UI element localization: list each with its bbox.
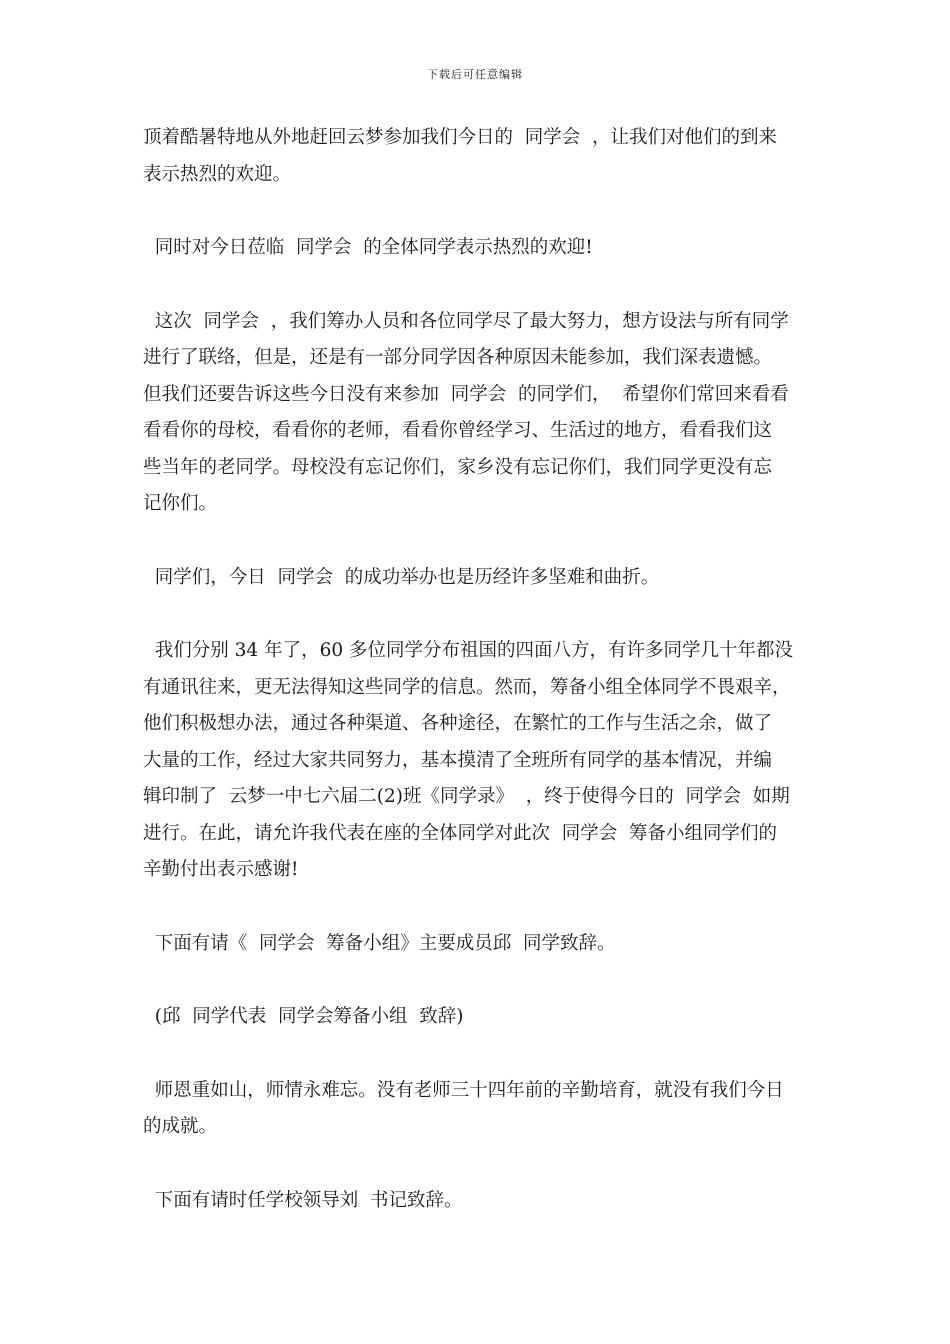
text-line: 看看你的母校，看看你的老师，看看你曾经学习、生活过的地方，看看我们这 — [143, 420, 773, 441]
text-line: 辛勤付出表示感谢! — [143, 859, 299, 880]
paragraph — [143, 1073, 823, 1146]
paragraph — [143, 304, 823, 523]
paragraph — [143, 633, 823, 889]
text-line: 进行。在此，请允许我代表在座的全体同学对此次 同学会 筹备小组同学们的 — [143, 822, 778, 844]
text-line: 顶着酷暑特地从外地赶回云梦参加我们今日的 同学会 ，让我们对他们的到来 — [143, 127, 778, 148]
text-line: 表示热烈的欢迎。 — [143, 163, 292, 185]
text-line: 同时对今日莅临 同学会 的全体同学表示热烈的欢迎! — [143, 237, 593, 258]
text-line: 同学们，今日 同学会 的成功举办也是历经许多坚难和曲折。 — [143, 566, 660, 588]
paragraph — [143, 926, 823, 963]
paragraph — [143, 230, 823, 267]
text-line: 大量的工作，经过大家共同努力，基本摸清了全班所有同学的基本情况，并编 — [143, 749, 773, 771]
paragraph — [143, 560, 823, 597]
paragraph — [143, 120, 823, 193]
paragraph — [143, 1183, 823, 1220]
text-line: 记你们。 — [143, 493, 218, 514]
text-line: (邱 同学代表 同学会筹备小组 致辞) — [143, 1006, 464, 1027]
text-line: 些当年的老同学。母校没有忘记你们，家乡没有忘记你们，我们同学更没有忘 — [143, 456, 773, 478]
text-line: 有通讯往来，更无法得知这些同学的信息。然而，筹备小组全体同学不畏艰辛， — [143, 676, 791, 698]
text-line: 下面有请时任学校领导刘 书记致辞。 — [143, 1189, 463, 1211]
page-header: 下载后可任意编辑 — [427, 68, 523, 81]
text-line: 他们积极想办法，通过各种渠道、各种途径，在繁忙的工作与生活之余，做了 — [143, 713, 773, 734]
text-line: 这次 同学会 ，我们筹办人员和各位同学尽了最大努力，想方设法与所有同学 — [143, 310, 789, 332]
text-line: 但我们还要告诉这些今日没有来参加 同学会 的同学们， 希望你们常回来看看 — [143, 383, 789, 405]
text-line: 下面有请《 同学会 筹备小组》主要成员邱 同学致辞。 — [143, 932, 616, 954]
text-line: 辑印制了 云梦一中七六届二(2)班《同学录》 ，终于使得今日的 同学会 如期 — [143, 786, 790, 807]
text-line: 师恩重如山，师情永难忘。没有老师三十四年前的辛勤培育，就没有我们今日 — [143, 1079, 784, 1101]
text-line: 的成就。 — [143, 1116, 218, 1137]
text-line: 进行了联络，但是，还是有一部分同学因各种原因未能参加，我们深表遗憾。 — [143, 347, 773, 368]
paragraph — [143, 999, 823, 1036]
document-body — [143, 120, 823, 1256]
text-line: 我们分别 34 年了，60 多位同学分布祖国的四面八方，有许多同学几十年都没 — [143, 640, 793, 661]
